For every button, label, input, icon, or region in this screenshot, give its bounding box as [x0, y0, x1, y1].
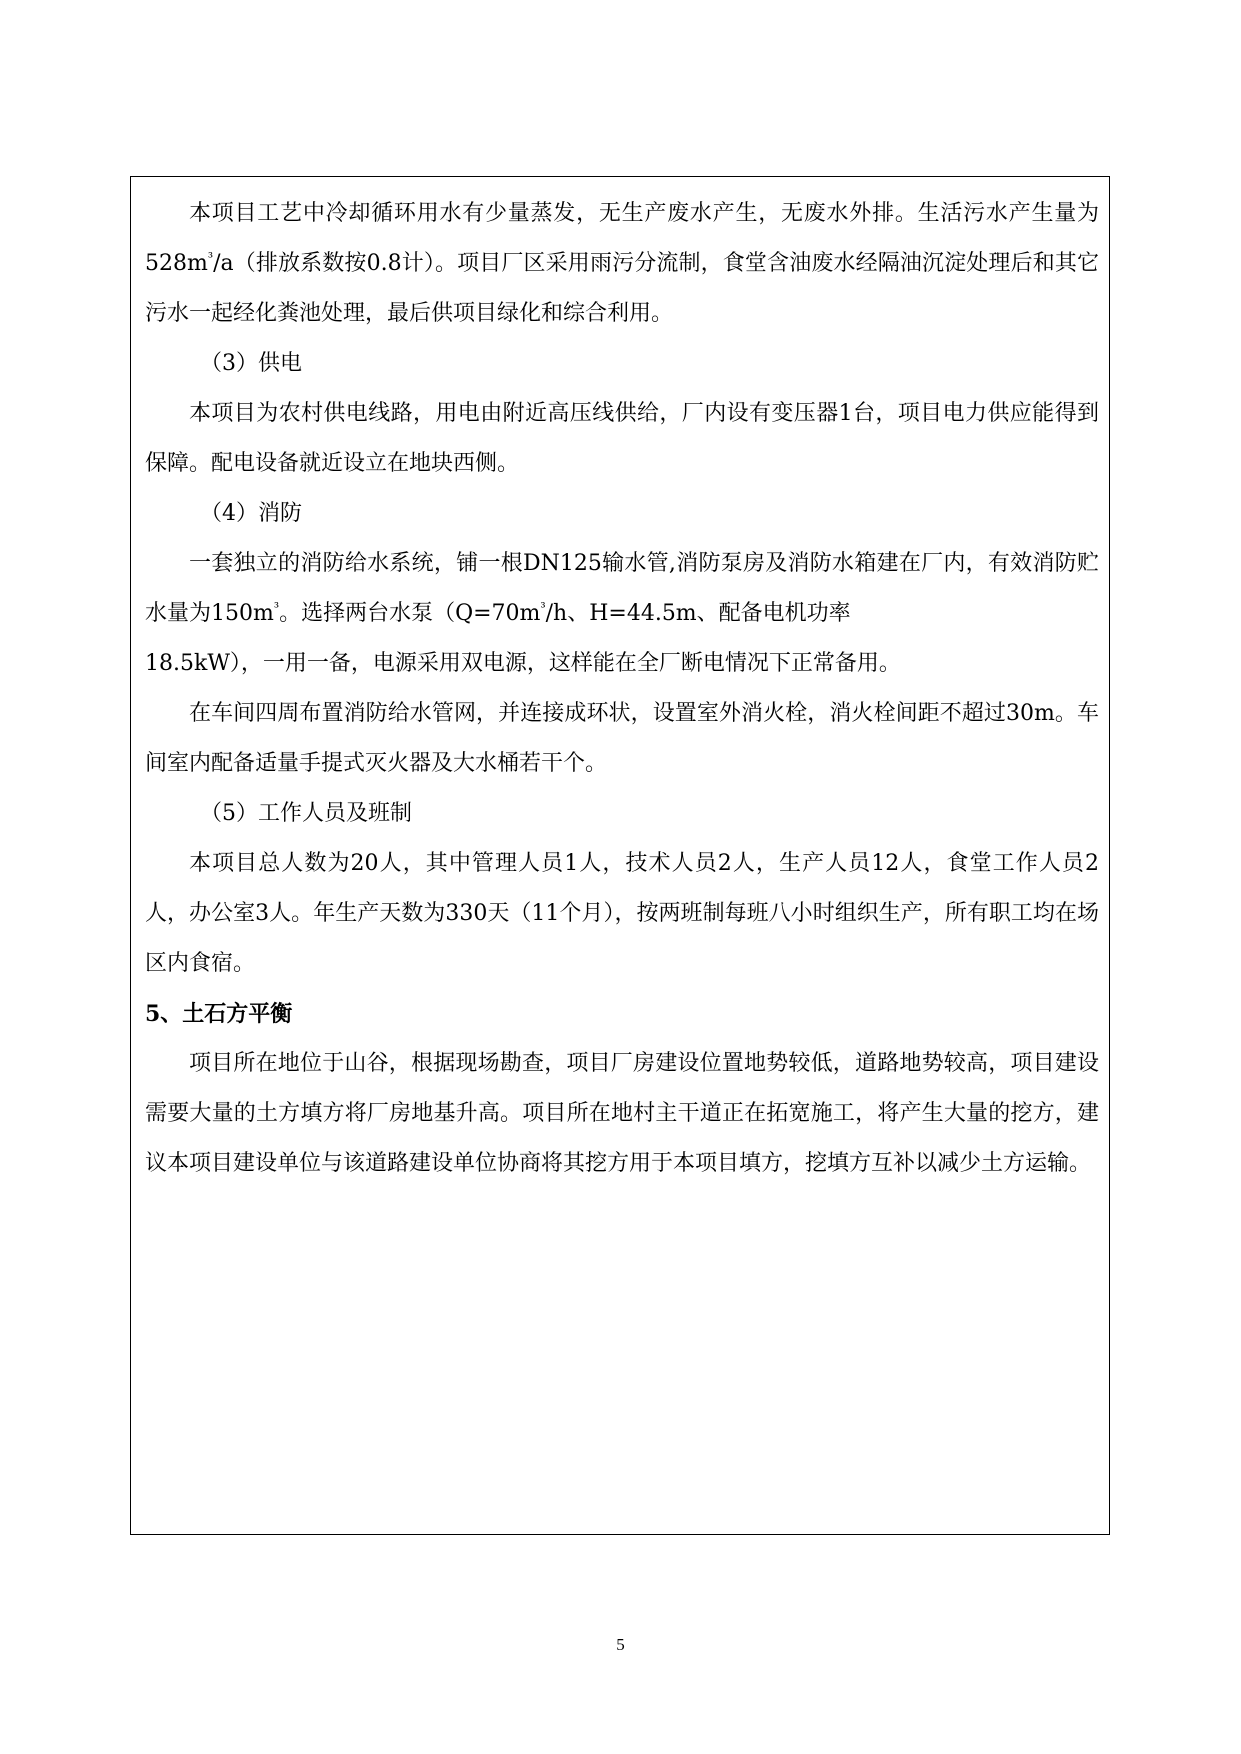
paragraph-fire-2: 在车间四周布置消防给水管网，并连接成环状，设置室外消火栓，消火栓间距不超过30m。车间室内配备适量手提式灭火器及大水桶若干个。	[145, 701, 1099, 776]
paragraph-fire-1: 一套独立的消防给水系统，铺一根DN125输水管,消防泵房及消防水箱建在厂内，有效消防贮水量为$150m^{^3}$。选择两台水泵（$Q=70m^{^3}/h$、H=44.5m、配备电机功率 18.5kW），一用一备，电源采用双电源，这样能在全厂断电情况下正常备用。	[145, 551, 1099, 676]
heading-fire: （4）消防	[200, 501, 302, 526]
table-frame	[130, 176, 1110, 1535]
paragraph-water: 本项目工艺中冷却循环用水有少量蒸发，无生产废水产生，无废水外排。生活污水产生量为$528m^{^3}/a$（排放系数按0.8计）。项目厂区采用雨污分流制，食堂含油废水经隔油沉淀处理后和其它污水一起经化粪池处理，最后供项目绿化和综合利用。	[145, 201, 1099, 326]
page-number: 5	[616, 1635, 625, 1654]
heading-power: （3）供电	[200, 351, 302, 376]
paragraph-staff: 本项目总人数为20人，其中管理人员1人，技术人员2人，生产人员12人，食堂工作人员2人，办公室3人。年生产天数为330天（11个月），按两班制每班八小时组织生产，所有职工均在场区内食宿。	[145, 851, 1099, 976]
paragraph-earthwork: 项目所在地位于山谷，根据现场勘查，项目厂房建设位置地势较低，道路地势较高，项目建设需要大量的土方填方将厂房地基升高。项目所在地村主干道正在拓宽施工，将产生大量的挖方，建议本项目建设单位与该道路建设单位协商将其挖方用于本项目填方，挖填方互补以减少土方运输。	[145, 1051, 1099, 1176]
heading-staff: （5）工作人员及班制	[200, 801, 412, 826]
paragraph-power: 本项目为农村供电线路，用电由附近高压线供给，厂内设有变压器1台，项目电力供应能得到保障。配电设备就近设立在地块西侧。	[145, 401, 1099, 476]
heading-earthwork: 5、土石方平衡	[145, 1001, 293, 1027]
content-block	[145, 189, 1099, 1189]
